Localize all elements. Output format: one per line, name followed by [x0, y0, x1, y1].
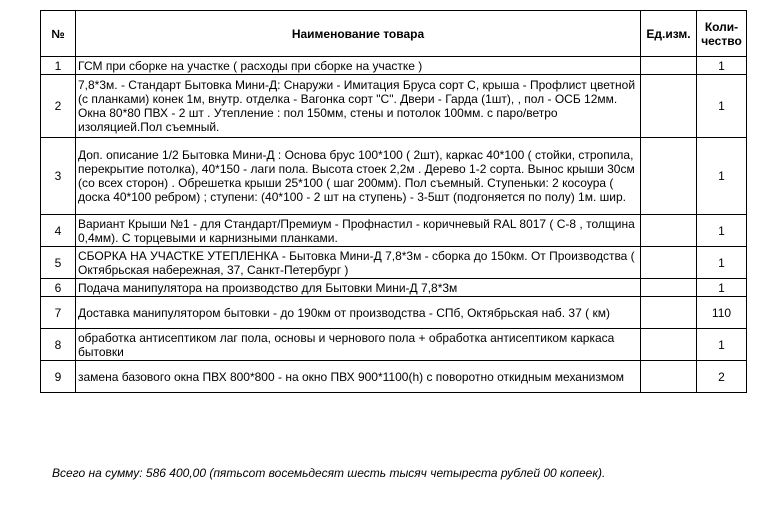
row-unit [641, 215, 697, 247]
row-unit [641, 57, 697, 75]
row-unit [641, 361, 697, 393]
row-unit [641, 329, 697, 361]
row-number: 3 [41, 138, 76, 215]
goods-table [40, 10, 747, 393]
row-quantity: 1 [697, 279, 747, 297]
table-row [41, 57, 747, 75]
row-number: 7 [41, 297, 76, 329]
table-row [41, 279, 747, 297]
row-unit [641, 279, 697, 297]
row-quantity: 1 [697, 138, 747, 215]
row-name: Подача манипулятора на производство для Бытовки Мини-Д 7,8*3м [76, 279, 641, 297]
header-number: № [41, 11, 76, 57]
row-quantity: 110 [697, 297, 747, 329]
header-quantity-line2: чество [701, 33, 742, 48]
row-unit [641, 247, 697, 279]
header-quantity-line1: Коли- [704, 19, 739, 34]
row-quantity: 1 [697, 75, 747, 138]
table-row [41, 215, 747, 247]
row-quantity: 1 [697, 247, 747, 279]
row-quantity: 1 [697, 329, 747, 361]
table-row [41, 138, 747, 215]
table-header-row [41, 11, 747, 57]
row-name: Доставка манипулятором бытовки - до 190км от производства - СПб, Октябрьская наб. 37 ( км) [76, 297, 641, 329]
row-name: СБОРКА НА УЧАСТКЕ УТЕПЛЕНКА - Бытовка Мини-Д 7,8*3м - сборка до 150км. От Производства ( Октябрьская набережная, 37, Санкт-Петербург ) [76, 247, 641, 279]
header-name: Наименование товара [76, 11, 641, 57]
table-row [41, 75, 747, 138]
row-number: 2 [41, 75, 76, 138]
row-number: 5 [41, 247, 76, 279]
row-number: 6 [41, 279, 76, 297]
row-name: Доп. описание 1/2 Бытовка Мини-Д : Основа брус 100*100 ( 2шт), каркас 40*100 ( стойки, стропила, перекрытие потолка), 40*150 - лаги пола. Высота стоек 2,2м . Дерево 1-2 сорта. Вынос крыши 30см (со всех сторон) . Обрешетка крыши 25*100 ( шаг 200мм). Пол съемный. Ступеньки: 2 косоура ( доска 40*100 ребром) ; ступени: (40*100 - 2 шт на ступень) - 3-5шт (подгоняется по полу) 1м. шир. [76, 138, 641, 215]
row-quantity: 1 [697, 215, 747, 247]
table-row [41, 297, 747, 329]
header-unit: Ед.изм. [641, 11, 697, 57]
row-number: 8 [41, 329, 76, 361]
row-name: 7,8*3м. - Стандарт Бытовка Мини-Д: Снаружи - Имитация Бруса сорт С, крыша - Профлист цветной (с планками) конек 1м, внутр. отделка - Вагонка сорт "С". Двери - Гарда (1шт), , пол - ОСБ 12мм. Окна 80*80 ПВХ - 2 шт . Утепление : пол 150мм, стены и потолок 100мм. с паро/ветро изоляцией.Пол съемный. [76, 75, 641, 138]
row-number: 4 [41, 215, 76, 247]
row-quantity: 2 [697, 361, 747, 393]
row-name: замена базового окна ПВХ 800*800 - на окно ПВХ 900*1100(h) с поворотно откидным механизмом [76, 361, 641, 393]
table-row [41, 329, 747, 361]
row-name: ГСМ при сборке на участке ( расходы при сборке на участке ) [76, 57, 641, 75]
row-quantity: 1 [697, 57, 747, 75]
table-row [41, 247, 747, 279]
row-unit [641, 75, 697, 138]
row-number: 9 [41, 361, 76, 393]
row-name: Вариант Крыши №1 - для Стандарт/Премиум - Профнастил - коричневый RAL 8017 ( С-8 , толщина 0,4мм). С торцевыми и карнизными планками. [76, 215, 641, 247]
row-number: 1 [41, 57, 76, 75]
header-quantity [697, 11, 747, 57]
table-row [41, 361, 747, 393]
total-sum-text: Всего на сумму: 586 400,00 (пятьсот восемьдесят шесть тысяч четыреста рублей 00 копеек). [52, 466, 606, 480]
row-unit [641, 297, 697, 329]
row-name: обработка антисептиком лаг пола, основы и чернового пола + обработка антисептиком каркаса бытовки [76, 329, 641, 361]
row-unit [641, 138, 697, 215]
